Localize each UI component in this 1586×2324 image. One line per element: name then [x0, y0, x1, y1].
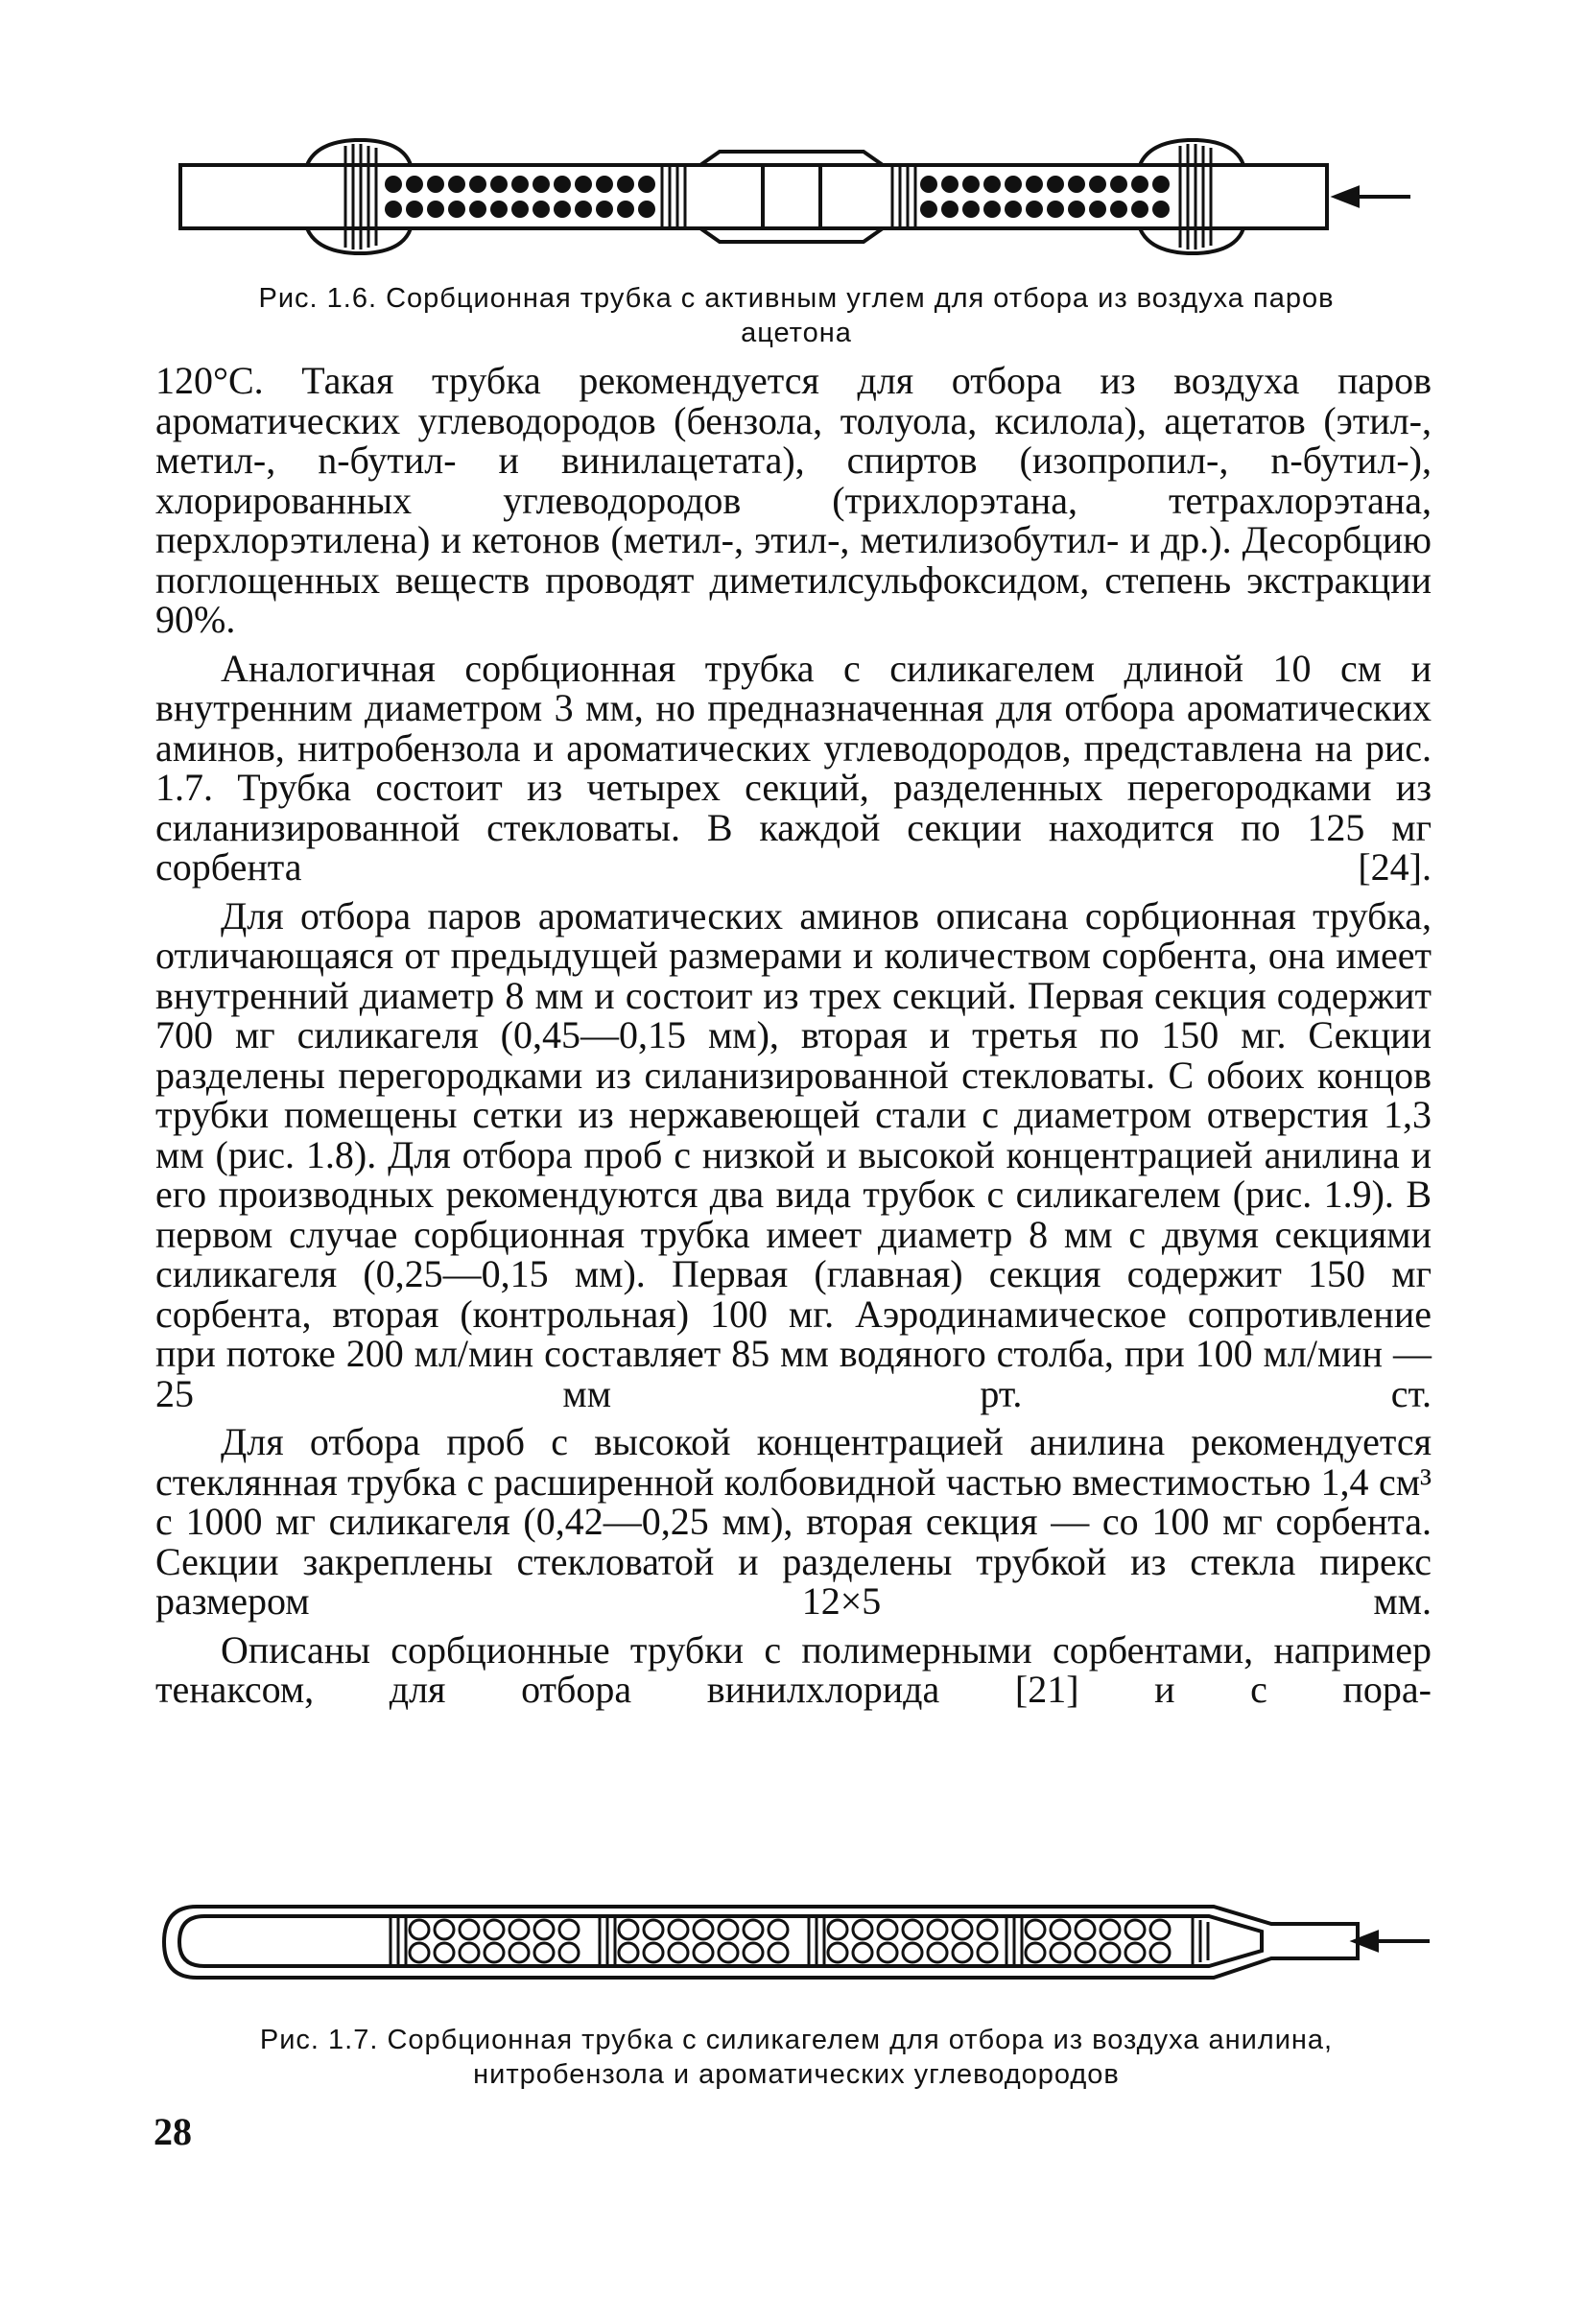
- charcoal-granule: [617, 201, 634, 218]
- silica-gel-granule: [1150, 1920, 1170, 1939]
- charcoal-granule: [1005, 201, 1022, 218]
- charcoal-granule: [920, 201, 937, 218]
- paragraph-2: Аналогичная сорбционная трубка с силикагелем длиной 10 см и внутренним диаметром 3 мм, но предназначенная для отбора ароматических аминов, нитробензола и ароматических углеводородов, представлена на рис. 1.7. Трубка состоит из четырех секций, разделенных перегородками из силанизированной стекловаты. В каждой секции находится по 125 мг сорбента [24].: [155, 646, 1432, 889]
- charcoal-granule: [427, 201, 444, 218]
- charcoal-granule: [962, 176, 980, 193]
- charcoal-granule: [554, 201, 571, 218]
- charcoal-granule: [617, 176, 634, 193]
- charcoal-granule: [1005, 176, 1022, 193]
- silica-gel-granule: [1101, 1920, 1120, 1939]
- charcoal-granule: [490, 176, 508, 193]
- silica-gel-granule: [644, 1920, 663, 1939]
- charcoal-granule: [469, 201, 486, 218]
- silica-gel-granule: [509, 1920, 529, 1939]
- silica-gel-granule: [485, 1943, 504, 1962]
- silica-gel-granule: [1026, 1920, 1045, 1939]
- silica-gel-granule: [619, 1943, 638, 1962]
- figure-1-7-tube-diagram: [158, 1895, 1434, 2001]
- silica-gel-granule: [853, 1920, 872, 1939]
- silica-gel-granule: [1125, 1943, 1145, 1962]
- charcoal-granule: [406, 201, 423, 218]
- silica-gel-granule: [1125, 1920, 1145, 1939]
- silica-gel-granule: [435, 1943, 454, 1962]
- charcoal-granule: [1152, 201, 1170, 218]
- charcoal-granule: [1026, 176, 1043, 193]
- silica-gel-granule: [1101, 1943, 1120, 1962]
- charcoal-granule: [448, 201, 465, 218]
- silica-gel-granule: [878, 1943, 897, 1962]
- silica-gel-granule: [410, 1920, 429, 1939]
- charcoal-granule: [1047, 201, 1064, 218]
- silica-gel-granule: [903, 1943, 922, 1962]
- charcoal-granule: [469, 176, 486, 193]
- silica-gel-granule: [559, 1920, 579, 1939]
- charcoal-granule: [406, 176, 423, 193]
- silica-gel-granule: [460, 1943, 479, 1962]
- main-text: [155, 361, 1432, 1710]
- silica-gel-granule: [1150, 1943, 1170, 1962]
- paragraph-4: Для отбора проб с высокой концентрацией анилина рекомендуется стеклянная трубка с расширенной колбовидной частью вместимостью 1,4 см³ с 1000 мг силикагеля (0,42—0,25 мм), вторая секция — со 100 мг сорбента. Секции закреплены стекловатой и разделены трубкой из стекла пирекс размером 12×5 мм.: [155, 1420, 1432, 1623]
- charcoal-granule: [1131, 201, 1148, 218]
- silica-gel-granule: [978, 1920, 997, 1939]
- silica-gel-granule: [828, 1920, 847, 1939]
- charcoal-granule: [427, 176, 444, 193]
- charcoal-granule: [962, 201, 980, 218]
- silica-gel-granule: [509, 1943, 529, 1962]
- figure-1-6-caption-line-2: ацетона: [741, 318, 852, 348]
- page-number: 28: [154, 2110, 192, 2153]
- charcoal-granule: [575, 201, 592, 218]
- charcoal-granule: [1068, 201, 1085, 218]
- silica-gel-granule: [1076, 1920, 1095, 1939]
- silica-gel-granule: [928, 1943, 947, 1962]
- silica-gel-granule: [619, 1920, 638, 1939]
- charcoal-granule: [1131, 176, 1148, 193]
- silica-gel-granule: [534, 1920, 554, 1939]
- silica-gel-granule: [878, 1920, 897, 1939]
- silica-gel-granule: [744, 1943, 763, 1962]
- silica-gel-granule: [1076, 1943, 1095, 1962]
- charcoal-granule: [533, 201, 550, 218]
- charcoal-granule: [533, 176, 550, 193]
- charcoal-granule: [1068, 176, 1085, 193]
- silica-gel-granule: [744, 1920, 763, 1939]
- silica-gel-granule: [953, 1920, 972, 1939]
- paragraph-5: Описаны сорбционные трубки с полимерными сорбентами, например тенаксом, для отбора винилхлорида [21] и с пора-: [155, 1627, 1432, 1711]
- silica-gel-granule: [435, 1920, 454, 1939]
- charcoal-granule: [983, 176, 1001, 193]
- charcoal-granule: [490, 201, 508, 218]
- charcoal-granule: [1047, 176, 1064, 193]
- charcoal-granule: [575, 176, 592, 193]
- silica-gel-granule: [719, 1920, 738, 1939]
- charcoal-granule: [1110, 201, 1127, 218]
- silica-gel-granule: [828, 1943, 847, 1962]
- charcoal-granule: [596, 201, 613, 218]
- charcoal-granule: [983, 201, 1001, 218]
- charcoal-granule: [638, 176, 655, 193]
- charcoal-granule: [1026, 201, 1043, 218]
- silica-gel-granule: [1051, 1943, 1070, 1962]
- silica-gel-granule: [410, 1943, 429, 1962]
- figure-1-6-tube-diagram: [163, 125, 1420, 269]
- charcoal-granule: [638, 201, 655, 218]
- charcoal-granule: [511, 176, 529, 193]
- silica-gel-granule: [694, 1920, 713, 1939]
- silica-gel-granule: [928, 1920, 947, 1939]
- figure-1-7-caption-line-1: Рис. 1.7. Сорбционная трубка с силикагелем для отбора из воздуха анилина,: [259, 2025, 1334, 2055]
- silica-gel-granule: [669, 1920, 688, 1939]
- silica-gel-granule: [485, 1920, 504, 1939]
- silica-gel-granule: [644, 1943, 663, 1962]
- figure-1-7-caption: [144, 2023, 1449, 2092]
- charcoal-granule: [385, 176, 402, 193]
- paragraph-3: Для отбора паров ароматических аминов описана сорбционная трубка, отличающаяся от предыдущей размерами и количеством сорбента, она имеет внутренний диаметр 8 мм и состоит из трех секций. Первая секция содержит 700 мг силикагеля (0,45—0,15 мм), вторая и третья по 150 мг. Секции разделены перегородками из силанизированной стекловаты. С обоих концов трубки помещены сетки из нержавеющей стали с диаметром отверстия 1,3 мм (рис. 1.8). Для отбора проб с низкой и высокой концентрацией анилина и его производных рекомендуются два вида трубок с силикагелем (рис. 1.9). В первом случае сорбционная трубка имеет диаметр 8 мм с двумя секциями силикагеля (0,25—0,15 мм). Первая (главная) секция содержит 150 мг сорбента, вторая (контрольная) 100 мг. Аэродинамическое сопротивление при потоке 200 мл/мин составляет 85 мм водяного столба, при 100 мл/мин — 25 мм рт. ст.: [155, 893, 1432, 1415]
- silica-gel-granule: [1026, 1943, 1045, 1962]
- charcoal-granule: [1110, 176, 1127, 193]
- silica-gel-granule: [669, 1943, 688, 1962]
- charcoal-granule: [596, 176, 613, 193]
- charcoal-granule: [1089, 176, 1106, 193]
- silica-gel-granule: [978, 1943, 997, 1962]
- charcoal-granule: [511, 201, 529, 218]
- charcoal-granule: [554, 176, 571, 193]
- charcoal-granule: [920, 176, 937, 193]
- charcoal-granule: [941, 201, 959, 218]
- charcoal-granule: [1152, 176, 1170, 193]
- silica-gel-granule: [1051, 1920, 1070, 1939]
- silica-gel-granule: [903, 1920, 922, 1939]
- charcoal-granule: [385, 201, 402, 218]
- silica-gel-granule: [953, 1943, 972, 1962]
- figure-1-7-caption-line-2: нитробензола и ароматических углеводородов: [473, 2059, 1120, 2090]
- paragraph-1: 120°С. Такая трубка рекомендуется для отбора из воздуха паров ароматических углеводородов (бензола, толуола, ксилола), ацетатов (этил-, метил-, n-бутил- и винилацетата), спиртов (изопропил-, n-бутил-), хлорированных углеводородов (трихлорэтана, тетрахлорэтана, перхлорэтилена) и кетонов (метил-, этил-, метилизобутил- и др.). Десорбцию поглощенных веществ проводят диметилсульфоксидом, степень экстракции 90%.: [155, 359, 1432, 641]
- silica-gel-granule: [559, 1943, 579, 1962]
- silica-gel-granule: [719, 1943, 738, 1962]
- charcoal-granule: [448, 176, 465, 193]
- silica-gel-granule: [460, 1920, 479, 1939]
- silica-gel-granule: [853, 1943, 872, 1962]
- figure-1-6-caption: [154, 281, 1439, 350]
- silica-gel-granule: [769, 1920, 788, 1939]
- figure-1-6-caption-line-1: Рис. 1.6. Сорбционная трубка с активным углем для отбора из воздуха паров: [258, 283, 1335, 314]
- charcoal-granule: [941, 176, 959, 193]
- charcoal-granule: [1089, 201, 1106, 218]
- silica-gel-granule: [769, 1943, 788, 1962]
- silica-gel-granule: [694, 1943, 713, 1962]
- silica-gel-granule: [534, 1943, 554, 1962]
